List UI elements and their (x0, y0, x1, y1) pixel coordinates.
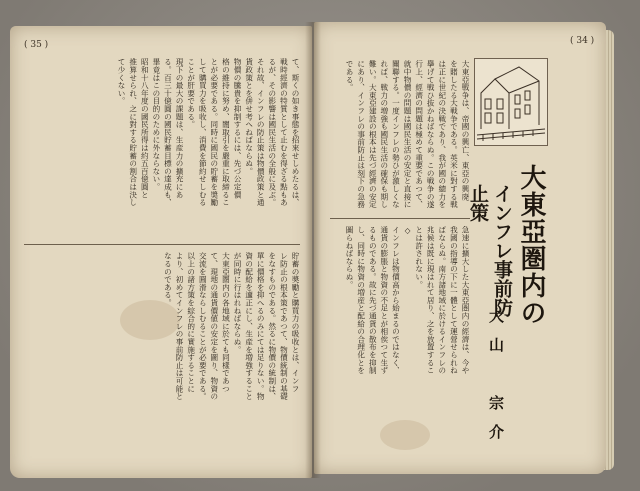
text-column: 難い。大東亞建設の根本は先づ經濟の安定 (368, 60, 378, 209)
left-lower-text (24, 252, 300, 458)
text-column: とは許されない。 (414, 226, 424, 289)
text-column: 急速に擴大した大東亞圏内の經濟は、今や (461, 226, 470, 375)
text-column: 格の維持に努め、闇取引を嚴重に取締るこ (221, 58, 231, 207)
text-column: とが必要である。同時に國民の貯蓄を奬勵 (209, 58, 219, 207)
page-number-left: ( 35 ) (24, 40, 49, 50)
text-column: 昭和十八年度の國民所得は約五百億圓と (140, 58, 150, 199)
text-column: て、現地の通貨價値の安定を圖り、物資の (209, 252, 219, 401)
text-column: 關聯する。一度インフレの勢ひが激しくな (391, 60, 401, 209)
text-column: 交流を圓滑ならしむることが必要である。 (198, 252, 208, 401)
text-column: をなすものである。然るに物價の統制は、 (267, 252, 277, 401)
article-title: 大東亞圏内の (516, 164, 546, 326)
text-column: 就中物價の問題は國民生活の安定と直接に (403, 60, 413, 209)
book-gutter (305, 22, 321, 478)
text-column: 貯蓄の奬勵と購買力の吸收とは、インフ (291, 252, 300, 393)
text-column: 資の配給を適正にし、生産を増強すること (244, 252, 254, 401)
left-upper-text (24, 58, 300, 236)
text-column: ばならぬ。南方諸地域に於けるインフレの (437, 226, 447, 375)
text-column: 擧げて戦ひ抜かねばならぬ。この戦争の遂 (426, 60, 436, 209)
article-title-block (467, 164, 546, 334)
text-column: 單に價格を抑へるのみにては足りない。物 (256, 252, 266, 401)
text-column: レ防止の根本策であつて、物價統制の基礎 (279, 252, 289, 401)
section-mark: ◇ (403, 226, 413, 236)
building-icon (475, 59, 547, 145)
text-column: が同時に行はれねばならぬ。 (233, 252, 243, 354)
text-column: は正に世紀の決戦であり、我が國の總力を (437, 60, 447, 209)
text-column: 以上の諸方策を綜合的に實施することに (186, 252, 196, 393)
text-column: 戦時經濟の特質として止むを得ざる點もあ (279, 58, 289, 207)
article-subtitle: インフレ事前防止策 (467, 184, 513, 317)
text-column: 我國の指導の下に一體として運營せられね (449, 226, 459, 375)
text-column: 推算せられ、之に對する貯蓄の割合は決し (128, 58, 138, 207)
text-column: にあり、インフレの事前防止は刻下の急務 (356, 60, 366, 209)
text-column: て、斯くの如き事態を招來せしめたるは、 (291, 58, 300, 207)
right-upper-text (330, 60, 470, 210)
text-column: 物價の騰貴を抑制するには、先づ公定價 (233, 58, 243, 199)
text-column: るものである。故に先づ通貨の散布を抑制 (368, 226, 378, 375)
article-author: 大山 宗介 (487, 308, 505, 453)
text-column: インフレは物價高から始まるのではなく、 (391, 226, 401, 375)
text-column: 大東亞圏内の各地域に於ても同樣であつ (221, 252, 231, 393)
right-lower-text (330, 226, 470, 454)
column-divider (330, 218, 470, 219)
text-column: 現下の最大の課題は、生産力の擴充にあ (175, 58, 185, 199)
column-divider (24, 244, 300, 245)
building-illustration (474, 58, 548, 146)
text-column: 貨政策とを併せ考へねばならぬ。 (244, 58, 254, 175)
text-column: なるのである。 (163, 252, 173, 307)
text-column: 圖らねばならぬ。 (345, 226, 355, 289)
text-column: して購買力を吸收し、消費を節約せしむる (198, 58, 208, 207)
text-column: 大東亞戦争は、帝國の興亡、東亞の興廃 (461, 60, 470, 201)
text-column: て少くない。 (117, 58, 127, 105)
text-column: し、同時に物資の増産と配給の合理化とを (356, 226, 366, 375)
text-column: るが、その影響は國民生活の全般に及ぶ。 (267, 58, 277, 207)
text-column: それ故、インフレの防止策は物價政策と通 (256, 58, 266, 207)
text-column: 畢竟はこの目的のために外ならない。 (151, 58, 161, 191)
text-column: である。 (345, 60, 355, 92)
text-column: ことが肝要である。 (186, 58, 196, 129)
page-number-right: ( 34 ) (570, 36, 595, 46)
text-column: 通貨の膨脹と物資の不足とが相俟つて生ず (379, 226, 389, 375)
text-column: れば、戦力の増強も國民生活の確保も期し (379, 60, 389, 209)
text-column: 行上、經濟の問題は極めて重要であつて、 (414, 60, 424, 209)
text-column: を賭したる大戦争である。英米に對する戦 (449, 60, 459, 209)
text-column: る。百三十億圓の國民貯蓄目標の達成も、 (163, 58, 173, 207)
text-column: より、初めてインフレの事前防止は可能と (175, 252, 185, 401)
text-column: 兆候は既に現はれて居り、之を放置するこ (426, 226, 436, 375)
